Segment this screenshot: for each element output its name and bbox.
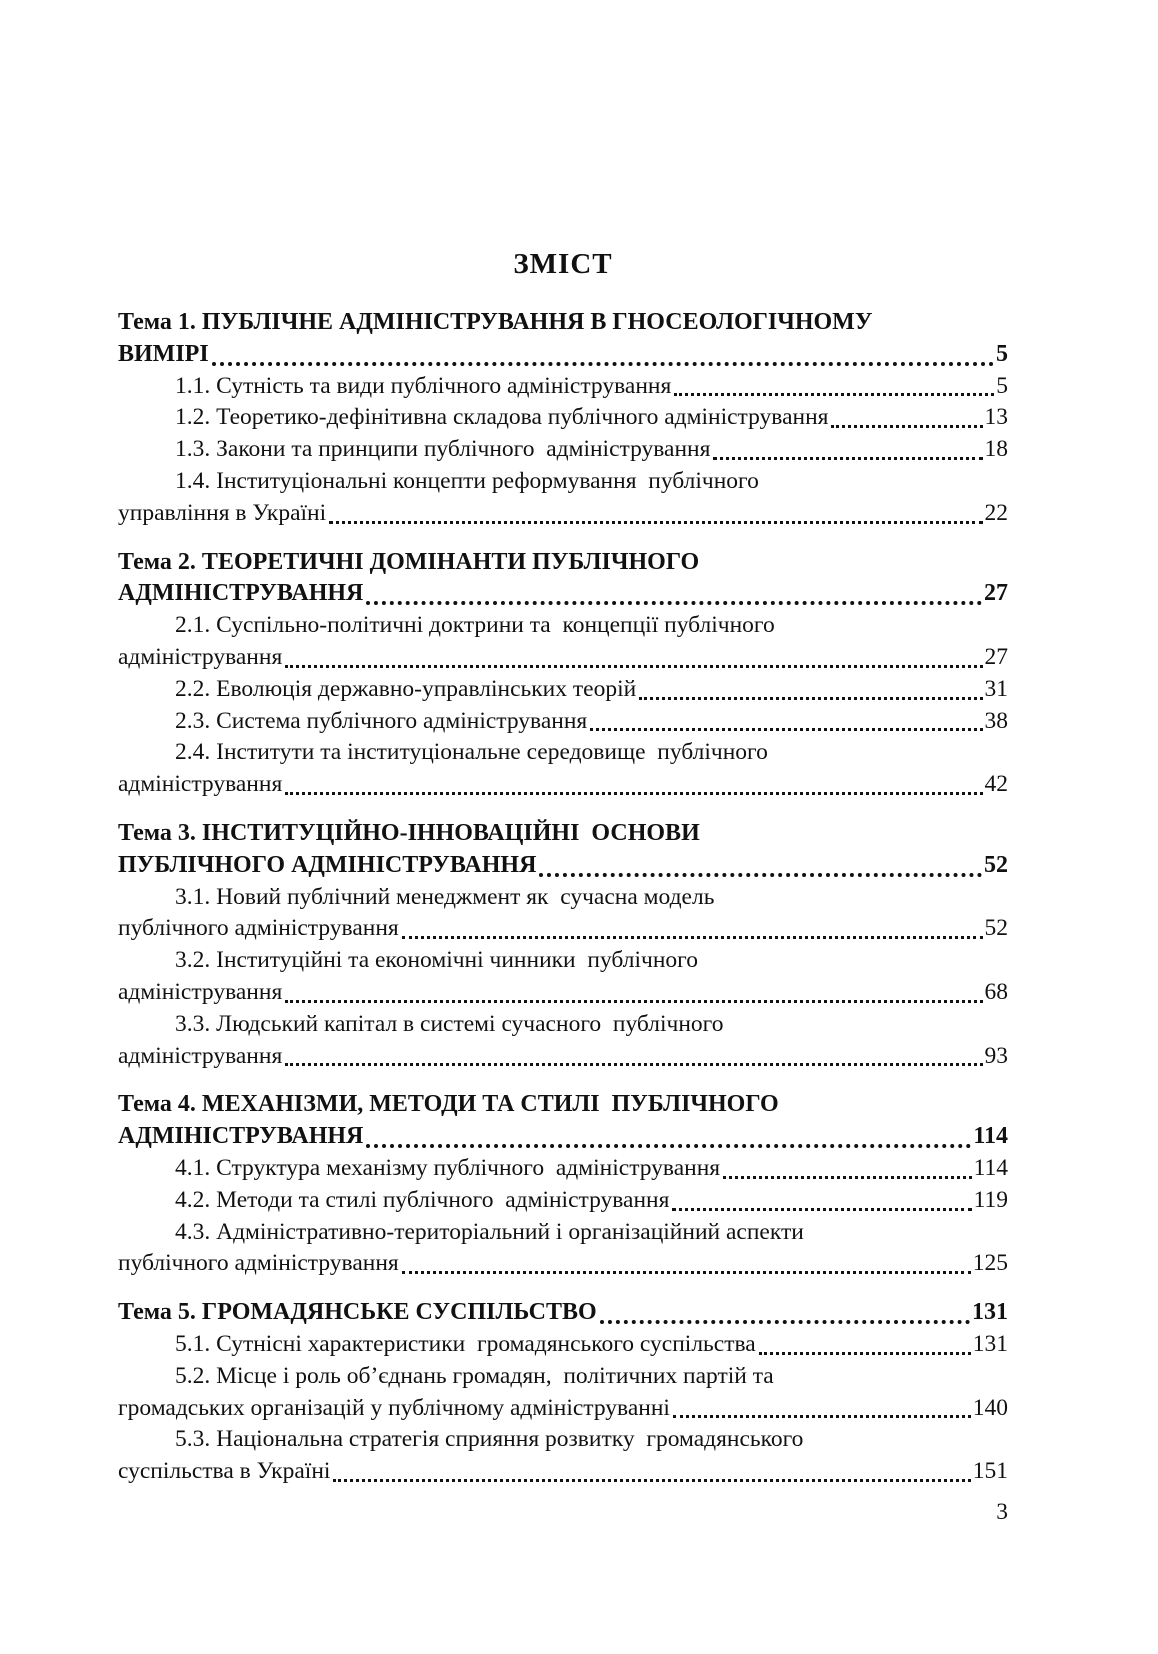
toc-entry-text: 2.1. Суспільно-політичні доктрини та концепції публічного — [175, 612, 775, 639]
page-number: 31 — [984, 675, 1008, 702]
toc-heading-line — [118, 818, 1008, 850]
toc-entry-line — [118, 1153, 1008, 1185]
page-number: 27 — [984, 580, 1008, 607]
toc-entry-text: 1.3. Закони та принципи публічного адміністрування — [175, 436, 711, 463]
toc-entry-text: 4.2. Методи та стилі публічного адміністрування — [175, 1186, 670, 1213]
toc-entry-line — [118, 610, 1008, 642]
toc-entry-line — [118, 434, 1008, 466]
toc-entry-text: публічного адміністрування — [118, 1250, 399, 1277]
toc-entry-continuation-line — [118, 1456, 1008, 1488]
toc-entry-text: адміністрування — [118, 978, 283, 1005]
toc-entry-line — [118, 945, 1008, 977]
toc-section-topic-3 — [118, 818, 1008, 1072]
toc-entry-text: адміністрування — [118, 643, 283, 670]
toc-entry-continuation-line — [118, 913, 1008, 945]
toc-entry-text: 3.2. Інституційні та економічні чинники публічного — [175, 947, 698, 974]
toc-entry-line — [118, 882, 1008, 914]
dot-leader — [759, 1329, 971, 1355]
toc-heading-text: Тема 2. ТЕОРЕТИЧНІ ДОМІНАНТИ ПУБЛІЧНОГО — [118, 548, 700, 575]
toc-entry-line — [118, 1217, 1008, 1249]
page-number: 151 — [972, 1458, 1008, 1485]
toc-entry-continuation-line — [118, 642, 1008, 674]
toc-entry-line — [118, 1329, 1008, 1361]
toc-heading-line — [118, 547, 1008, 579]
page-number: 5 — [996, 372, 1008, 399]
toc-entry-continuation-line — [118, 1393, 1008, 1425]
dot-leader — [672, 1185, 971, 1211]
toc-entry-line — [118, 706, 1008, 738]
toc-entry-text: 3.1. Новий публічний менеджмент як сучасна модель — [175, 883, 715, 910]
toc-heading-text: Тема 4. МЕХАНІЗМИ, МЕТОДИ ТА СТИЛІ ПУБЛІЧНОГО — [118, 1091, 779, 1118]
toc-entry-text: адміністрування — [118, 771, 283, 798]
toc-entry-text: управління в Україні — [118, 499, 327, 526]
dot-leader — [402, 1248, 971, 1274]
page-number: 42 — [984, 771, 1008, 798]
toc-entry-text: 4.3. Адміністративно-територіальний і організаційний аспекти — [175, 1218, 804, 1245]
toc-section-topic-4 — [118, 1089, 1008, 1280]
toc-entry-text: суспільства в Україні — [118, 1458, 331, 1485]
page-number: 38 — [984, 707, 1008, 734]
page-number: 131 — [972, 1299, 1008, 1326]
dot-leader — [333, 1456, 970, 1482]
page-number: 114 — [973, 1123, 1008, 1150]
toc-entry-text: адміністрування — [118, 1042, 283, 1069]
table-of-contents — [118, 247, 1008, 1488]
toc-section-topic-5 — [118, 1297, 1008, 1488]
dot-leader — [285, 642, 982, 668]
toc-heading-text: Тема 1. ПУБЛІЧНЕ АДМІНІСТРУВАННЯ В ГНОСЕОЛОГІЧНОМУ — [118, 309, 873, 335]
page-number: 13 — [984, 404, 1008, 431]
toc-heading-line — [118, 850, 1008, 882]
dot-leader — [366, 1121, 971, 1148]
dot-leader — [673, 1393, 971, 1419]
page-number: 119 — [973, 1186, 1008, 1213]
toc-entry-continuation-line — [118, 498, 1008, 530]
toc-entry-text: 5.2. Місце і роль об’єднань громадян, політичних партій та — [175, 1362, 774, 1389]
dot-leader — [831, 402, 982, 428]
dot-leader — [285, 769, 982, 795]
page-number: 125 — [972, 1250, 1008, 1277]
page-number: 52 — [984, 851, 1008, 878]
page-number: 5 — [996, 340, 1008, 367]
toc-entry-continuation-line — [118, 1248, 1008, 1280]
page-number: 18 — [984, 436, 1008, 463]
toc-section-topic-1 — [118, 307, 1008, 530]
dot-leader — [713, 434, 982, 460]
toc-heading-text: ПУБЛІЧНОГО АДМІНІСТРУВАННЯ — [118, 851, 537, 878]
toc-entry-line — [118, 1424, 1008, 1456]
toc-heading-line — [118, 1297, 1008, 1329]
toc-entry-line — [118, 371, 1008, 403]
toc-heading-line — [118, 307, 1008, 339]
page-number: 68 — [984, 978, 1008, 1005]
page-title: ЗМІСТ — [513, 248, 613, 280]
toc-section-topic-2 — [118, 547, 1008, 801]
toc-entry-line — [118, 1361, 1008, 1393]
toc-entry-line — [118, 1009, 1008, 1041]
toc-heading-line — [118, 1121, 1008, 1153]
toc-entry-text: 1.4. Інституціональні концепти реформування публічного — [175, 467, 759, 494]
dot-leader — [674, 371, 994, 397]
dot-leader — [639, 674, 982, 700]
toc-entry-line — [118, 737, 1008, 769]
toc-heading-text: ВИМІРІ — [118, 340, 209, 367]
dot-leader — [285, 977, 982, 1003]
toc-entry-line — [118, 1185, 1008, 1217]
dot-leader — [285, 1041, 982, 1067]
page-number: 140 — [972, 1394, 1008, 1421]
dot-leader — [590, 706, 982, 732]
toc-heading-line — [118, 1089, 1008, 1121]
toc-entry-text: 3.3. Людський капітал в системі сучасного публічного — [175, 1010, 724, 1037]
dot-leader — [329, 498, 982, 524]
dot-leader — [600, 1297, 970, 1324]
page-number: 114 — [973, 1154, 1008, 1181]
toc-heading-text: АДМІНІСТРУВАННЯ — [118, 1123, 364, 1150]
toc-entry-text: 2.2. Еволюція державно-управлінських теорій — [175, 675, 637, 702]
dot-leader — [212, 339, 994, 366]
toc-entry-text: 2.4. Інститути та інституціональне середовище публічного — [175, 739, 768, 766]
page-number: 22 — [984, 499, 1008, 526]
toc-entry-text: 5.1. Сутнісні характеристики громадянського суспільства — [175, 1330, 756, 1357]
toc-entry-line — [118, 466, 1008, 498]
page-number: 131 — [972, 1330, 1008, 1357]
folio-page-number: 3 — [996, 1499, 1008, 1525]
toc-entry-line — [118, 674, 1008, 706]
dot-leader — [723, 1153, 971, 1179]
toc-heading-text: Тема 3. ІНСТИТУЦІЙНО-ІННОВАЦІЙНІ ОСНОВИ — [118, 819, 700, 846]
toc-entry-text: 2.3. Система публічного адміністрування — [175, 707, 588, 734]
toc-heading-line — [118, 339, 1008, 371]
toc-entry-text: громадських організацій у публічному адмініструванні — [118, 1394, 670, 1421]
page-number: 27 — [984, 643, 1008, 670]
toc-entry-text: 5.3. Національна стратегія сприяння розвитку громадянського — [175, 1426, 804, 1453]
toc-entry-continuation-line — [118, 977, 1008, 1009]
toc-heading-line — [118, 578, 1008, 610]
toc-heading-text: АДМІНІСТРУВАННЯ — [118, 580, 364, 607]
dot-leader — [402, 913, 983, 939]
toc-entry-text: 4.1. Структура механізму публічного адміністрування — [175, 1154, 721, 1181]
toc-entry-continuation-line — [118, 1041, 1008, 1073]
dot-leader — [366, 578, 982, 605]
page-number: 52 — [984, 915, 1008, 942]
toc-entry-text: 1.1. Сутність та види публічного адміністрування — [175, 372, 672, 399]
toc-entry-line — [118, 402, 1008, 434]
toc-entry-text: 1.2. Теоретико-дефінітивна складова публічного адміністрування — [175, 404, 829, 431]
toc-heading-text: Тема 5. ГРОМАДЯНСЬКЕ СУСПІЛЬСТВО — [118, 1299, 597, 1326]
toc-entry-text: публічного адміністрування — [118, 915, 399, 942]
page-number: 93 — [984, 1042, 1008, 1069]
toc-entry-continuation-line — [118, 769, 1008, 801]
dot-leader — [539, 850, 982, 877]
